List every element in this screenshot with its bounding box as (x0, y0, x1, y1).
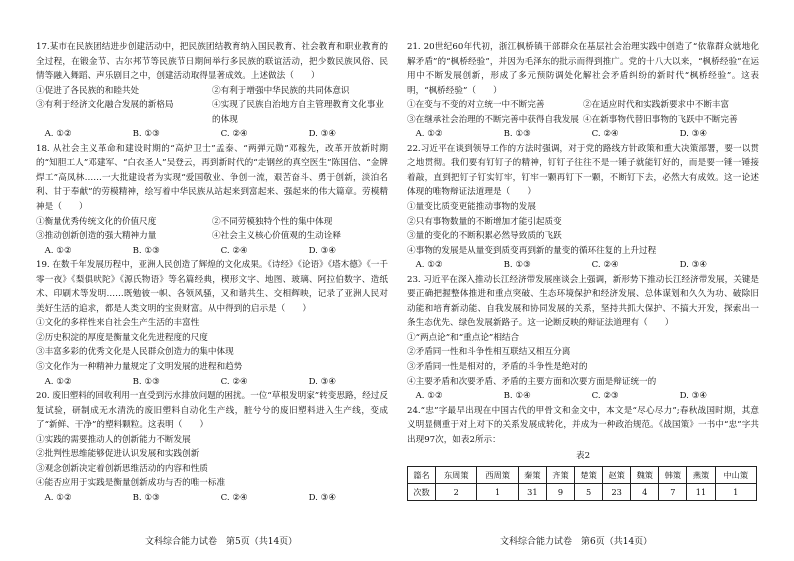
choice: D. ③④ (308, 129, 337, 140)
q21-stem: 21. 20世纪60年代初，浙江枫桥镇干部群众在基层社会治理实践中创造了“依靠群众就地化解矛盾”的“枫桥经验”，并因为毛泽东的批示而得到推广。党的十八大以来，“枫桥经验”在运用中不断发展创新，形成了多元预防调处化解社会矛盾纠纷的新时代“枫桥经验”。这表明，“枫桥经验”（ ） (407, 42, 759, 96)
q17-item: ③有利于经济文化融合发展的新格局 (36, 100, 174, 111)
q21-item: ④在新事物代替旧事物的飞跃中不断完善 (583, 114, 738, 125)
table-cell: 9 (546, 483, 574, 500)
table-cell: 5 (575, 483, 603, 500)
choice: D. ③④ (679, 129, 708, 140)
table-header-cell: 秦策 (518, 466, 546, 483)
page-footer-left: 文科综合能力试卷 第5页（共14页） (145, 537, 298, 547)
choice: B. ①③ (503, 129, 531, 140)
q18-item: ①衡量优秀传统文化的价值尺度 (36, 216, 157, 227)
choice: B. ①④ (503, 391, 531, 402)
q22-choices (407, 258, 759, 273)
choice: A. ①② (44, 376, 72, 387)
q20-item: ④能否应用于实践是衡量创新成功与否的唯一标准 (36, 478, 226, 489)
table-cell: 1 (715, 483, 756, 500)
table-header-cell: 魏策 (631, 466, 659, 483)
q20-stem: 20. 废旧塑料的回收利用一直受到污水排放问题的困扰。一位“草根发明家”转变思路，经过反复试验，研制成无水清洗的废旧塑料自动化生产线，脏兮兮的废旧塑料进入生产线，变成了“新鲜、干净”的塑料颗粒。这表明（ ） (36, 391, 388, 431)
choice: D. ③④ (308, 245, 337, 256)
q19-stem: 19. 在数千年发展历程中，亚洲人民创造了辉煌的文化成果。《诗经》《论语》《塔木德》《一千零一夜》《梨俱吠陀》《源氏物语》等名篇经典，楔形文字、地图、玻璃、阿拉伯数字、造纸术、印刷术等发明……既勉彼一帜、各领风骚，又和谐共生、交相辉映，记录了亚洲人民对美好生活的追求，都是人类文明的宝贵财富。从中得到的启示是（ ） (36, 260, 388, 314)
table-cell: 7 (659, 483, 687, 500)
choice: A. ①② (44, 129, 72, 140)
choice: A. ①② (415, 260, 443, 271)
q23-item: ①“两点论”和“重点论”相结合 (407, 332, 520, 343)
choice: C. ②④ (220, 129, 248, 140)
q20-item: ②批判性思维能够促进认识发展和实践创新 (36, 449, 200, 460)
page-footer-right: 文科综合能力试卷 第6页（共14页） (500, 537, 653, 547)
q21-item: ①在变与不变的对立统一中不断完善 (407, 100, 545, 111)
q21-items-row2 (407, 113, 759, 128)
table-header-cell: 篇名 (408, 466, 436, 483)
choice: D. ③④ (308, 376, 337, 387)
q17-items-row2 (36, 98, 388, 127)
q17-item: ②有利于增强中华民族的共同体意识 (212, 85, 350, 96)
choice: C. ②④ (220, 492, 248, 503)
choice: C. ②④ (220, 376, 248, 387)
q17-item: ④实现了民族自治地方自主管理教育文化事业的体现 (212, 100, 384, 125)
q19-item: ③丰富多彩的优秀文化是人民群众创造力的集中体现 (36, 347, 234, 358)
q18-item: ③推动创新创造的强大精神力量 (36, 231, 157, 242)
choice: B. ①③ (132, 492, 160, 503)
q17-items-row1 (36, 84, 388, 99)
choice: A. ①② (415, 391, 443, 402)
q20-item: ③观念创新决定着创新思维活动的内容和性质 (36, 463, 208, 474)
choice: C. ②④ (220, 245, 248, 256)
choice: C. ②③ (591, 391, 619, 402)
q23-choices (407, 389, 759, 404)
q23-item: ③矛盾同一性是相对的，矛盾的斗争性是绝对的 (407, 362, 588, 373)
choice: C. ②④ (591, 260, 619, 271)
choice: C. ②④ (591, 129, 619, 140)
table-header-cell: 齐策 (546, 466, 574, 483)
q21-item: ③在继承社会治理的不断完善中获得自我发展 (407, 114, 579, 125)
table-title: 表2 (575, 451, 591, 462)
q20-choices (36, 491, 388, 506)
table-row-label: 次数 (408, 483, 436, 500)
table-row (408, 483, 757, 500)
table-header-cell: 东周策 (436, 466, 477, 483)
q18-items-row2 (36, 229, 388, 244)
q17-item: ①促进了各民族的和睦共处 (36, 85, 140, 96)
q22-item: ①量变比质变更能推动事物的发展 (407, 202, 536, 213)
q21-choices (407, 127, 759, 142)
q17-choices (36, 127, 388, 142)
q21-items-row1 (407, 98, 759, 113)
table-cell: 11 (687, 483, 715, 500)
table-header-cell: 楚策 (575, 466, 603, 483)
choice: B. ①③ (503, 260, 531, 271)
choice: A. ①② (44, 245, 72, 256)
table-header-cell: 燕策 (687, 466, 715, 483)
choice: D. ③④ (308, 492, 337, 503)
q18-item: ④社会主义核心价值观的生动诠释 (212, 231, 341, 242)
table-header-cell: 赵策 (603, 466, 631, 483)
choice: B. ①③ (132, 129, 160, 140)
q18-stem: 18. 从社会主义革命和建设时期的“高炉卫士”孟泰、“两弹元勋”邓稼先，改革开放新时期的“知胆工人”邓建军、“白衣圣人”吴登云，再到新时代的“走钢丝的真空医生”陈国信、“金牌焊工”高凤林……一大批建设者为实现“爱国敬业、争创一流，艰苦奋斗、勇于创新，淡泊名利、甘于奉献”的劳模精神，绘写着中华民族从站起来到富起来、强起来的伟大篇章。劳模精神是（ ） (36, 143, 388, 213)
q22-stem: 22.习近平在谈到领导工作的方法时强调，对于党的路线方针政策和重大决策部署，要一以贯之地贯彻。我们要有钉钉子的精神，钉钉子往往不是一锤子就能钉好的，而是要一锤一锤接着敲，直到把钉子钉实钉牢，钉牢一颗再钉下一颗，不断钉下去，必然大有成效。这一论述体现的唯物辩证法道理是（ ） (407, 143, 759, 198)
table-cell: 1 (477, 483, 518, 500)
choice: B. ①③ (132, 245, 160, 256)
frequency-table (407, 466, 757, 501)
right-column (407, 40, 759, 501)
table-header-cell: 中山策 (715, 466, 756, 483)
q22-item: ②只有事物数量的不断增加才能引起质变 (407, 216, 562, 227)
choice: A. ①② (415, 129, 443, 140)
choice: B. ①③ (132, 376, 160, 387)
table-header-row (408, 466, 757, 483)
q21-item: ②在适应时代和实践新要求中不断丰富 (583, 100, 730, 111)
q24-stem: 24.“忠”字最早出现在中国古代的甲骨文和金文中，本文是“尽心尽力”;春秋战国时期，其意义明显侧重于对上对下的关系发展成转化，并成为一种政治规范。《战国策》一书中“忠”字共出现97次，如表2所示： (407, 405, 759, 445)
table-cell: 23 (603, 483, 631, 500)
table-cell: 31 (518, 483, 546, 500)
q22-item: ④事物的发展是从量变到质变再到新的量变的循环往复的上升过程 (407, 245, 657, 256)
q18-item: ②不同劳模独特个性的集中体现 (212, 216, 333, 227)
q22-item: ③量的变化的不断积累必然导致质的飞跃 (407, 231, 562, 242)
q23-item: ②矛盾同一性和斗争性相互联结又相互分离 (407, 347, 571, 358)
q18-items-row1 (36, 215, 388, 230)
left-column (36, 40, 388, 506)
q19-choices (36, 375, 388, 390)
q17-stem: 17.某市在民族团结进步创建活动中，把民族团结教育纳入国民教育、社会教育和职业教育的全过程，在锻金节、古尔邦节等民族节日期间举行多民族的联谊活动，把少数民族风俗、民情等融入舞蹈、声乐剧目之中，创建活动取得显著成效。上述做法（ ） (36, 42, 388, 82)
table-header-cell: 韩策 (659, 466, 687, 483)
table-header-cell: 西周策 (477, 466, 518, 483)
q20-item: ①实践的需要推动人的创新能力不断发展 (36, 434, 191, 445)
q19-item: ②历史积淀的厚度是衡量文化先进程度的尺度 (36, 332, 208, 343)
table-cell: 2 (436, 483, 477, 500)
choice: A. ①② (44, 492, 72, 503)
choice: D. ③④ (679, 260, 708, 271)
q18-choices (36, 244, 388, 259)
choice: D. ③④ (679, 391, 708, 402)
q23-item: ④主要矛盾和次要矛盾、矛盾的主要方面和次要方面是辩证统一的 (407, 376, 657, 387)
table-cell: 4 (631, 483, 659, 500)
q19-item: ①文化的多样性来自社会生产生活的丰富性 (36, 318, 200, 329)
q19-item: ⑤文化作为一种精神力量规定了文明发展的进程和趋势 (36, 362, 243, 373)
q23-stem: 23. 习近平在深入推动长江经济带发展座谈会上强调，新形势下推动长江经济带发展，关键是要正确把握整体推进和重点突破、生态环境保护和经济发展、总体谋划和久久为功、破除旧动能和培育新动能、自我发展和协同发展的关系，坚持共抓大保护、不搞大开发，探索出一条生态优先、绿色发展新路子。这一论断反映的辩证法道理有（ ） (407, 274, 759, 329)
